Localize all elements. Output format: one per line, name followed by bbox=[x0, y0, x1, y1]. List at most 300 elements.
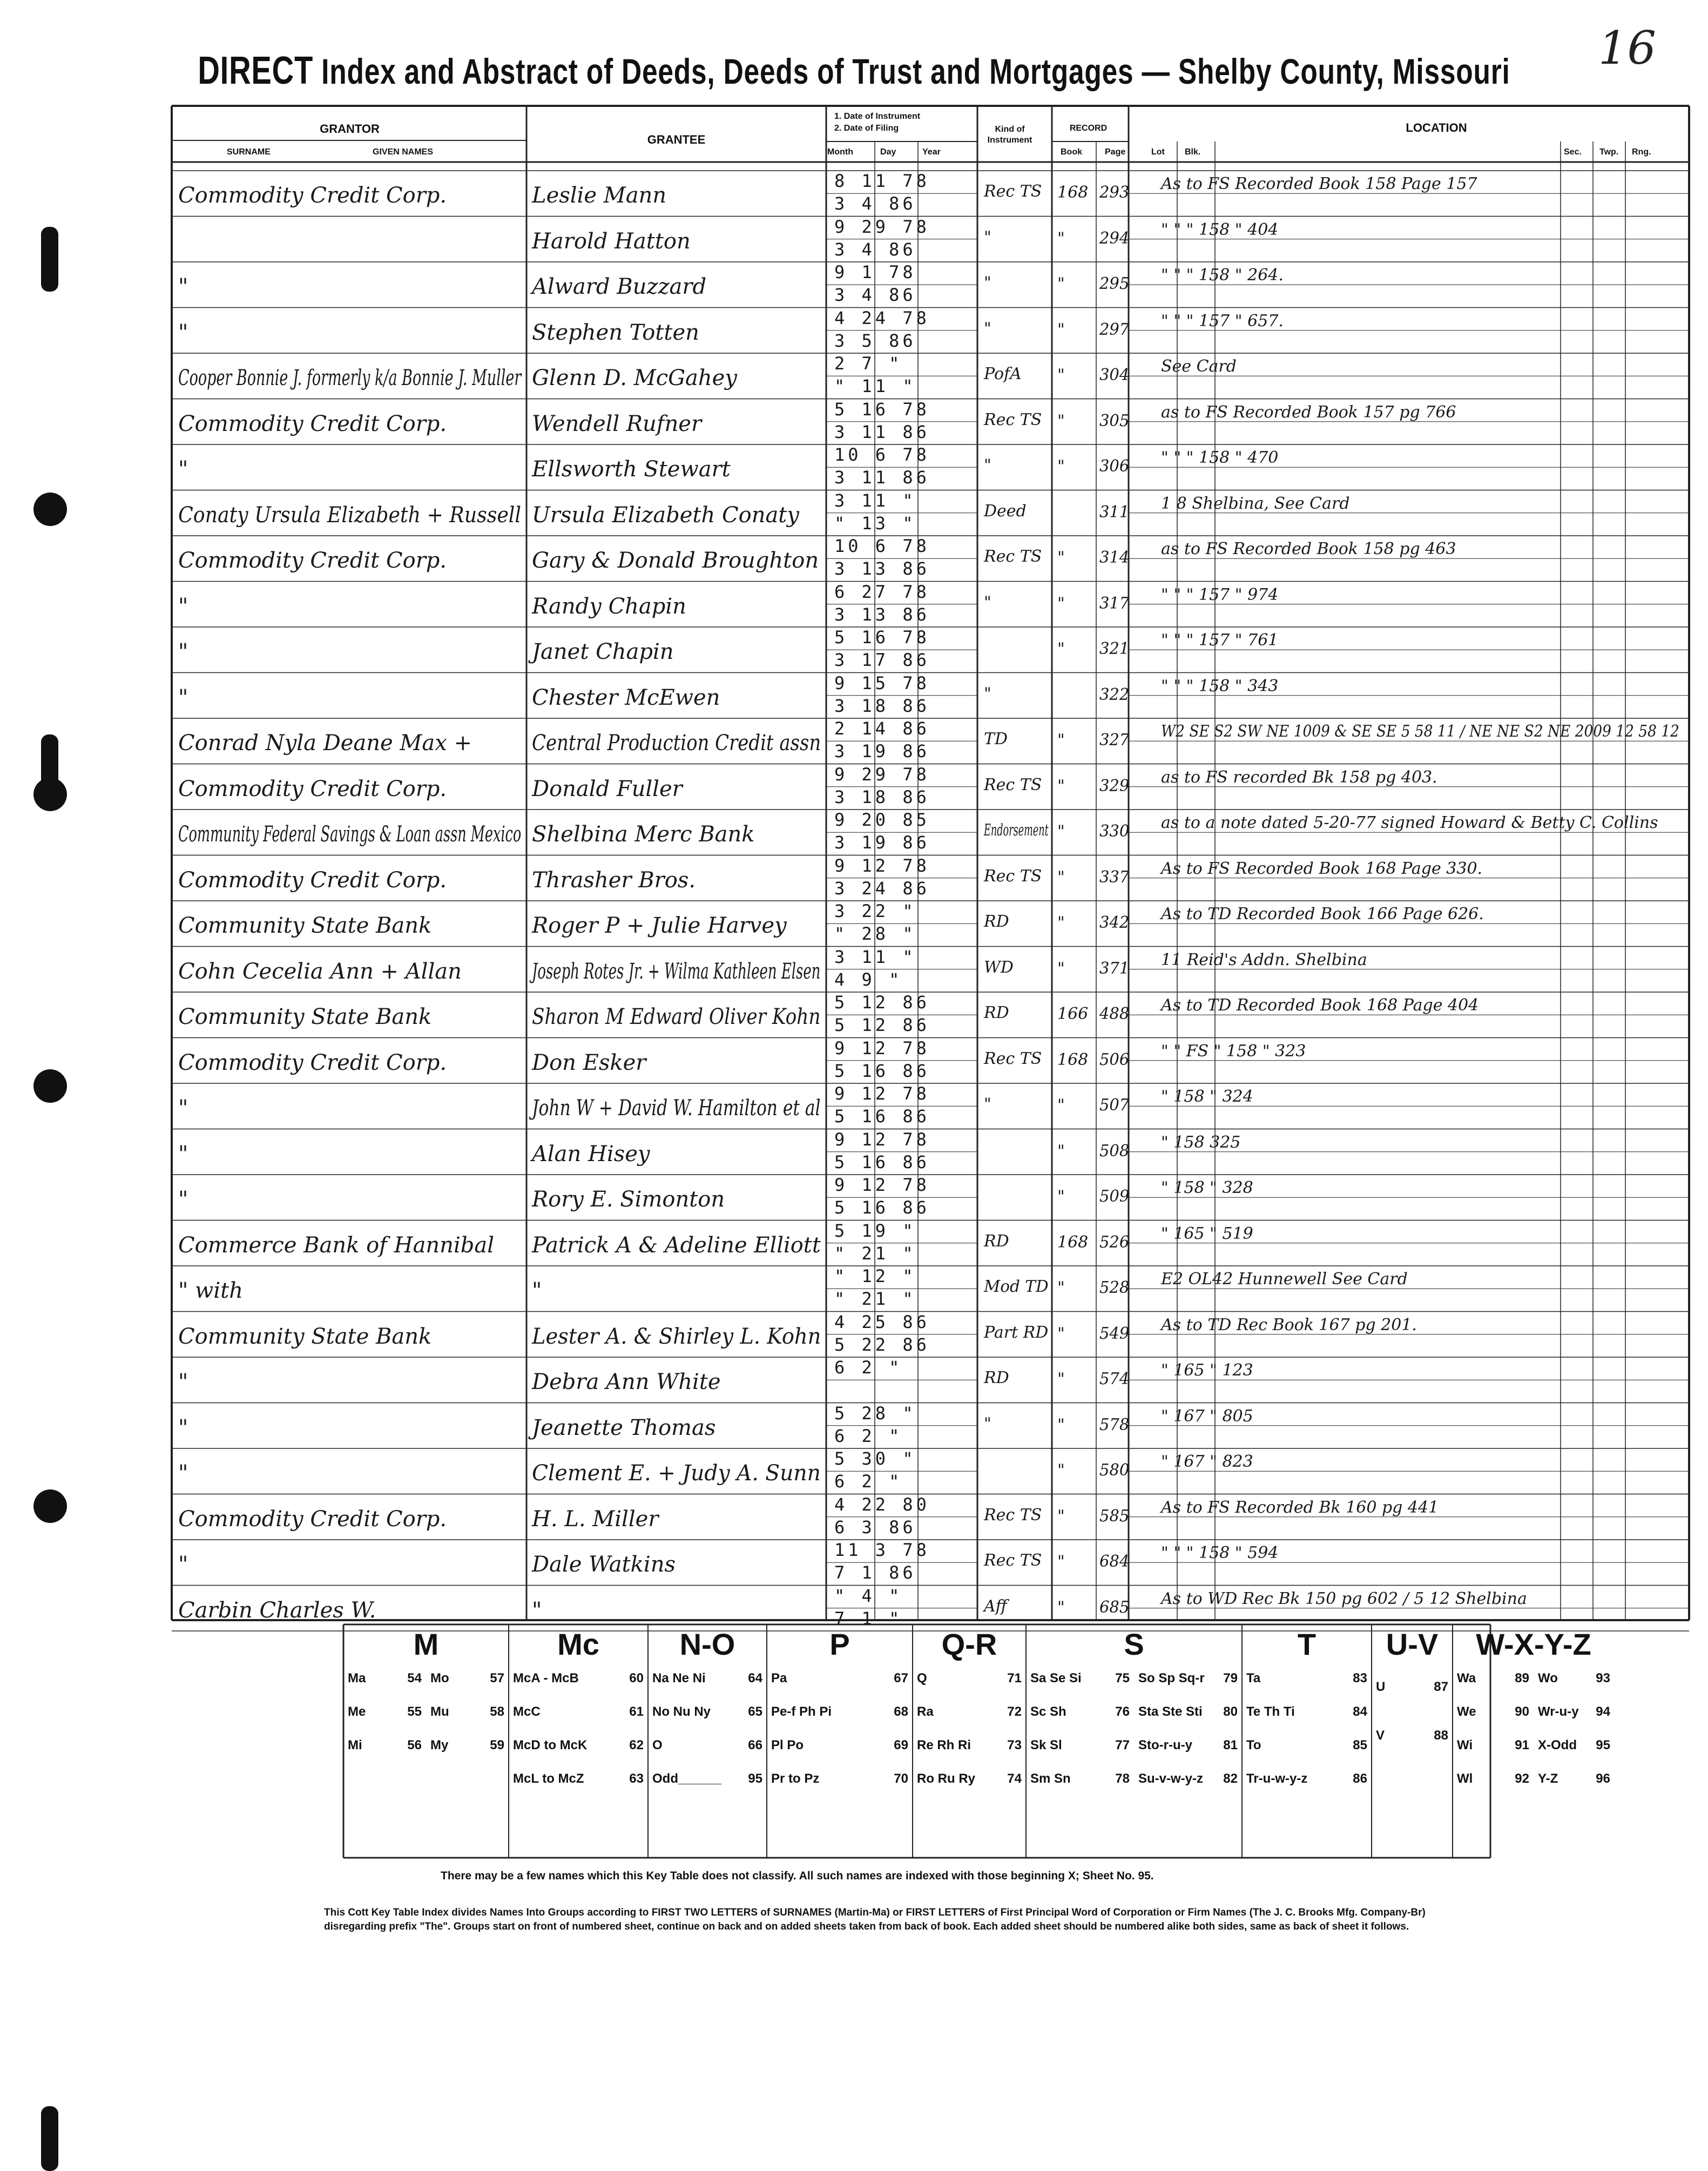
page-cell: 549 bbox=[1099, 1324, 1130, 1343]
book-cell: " bbox=[1057, 548, 1065, 567]
grantor-cell: " bbox=[178, 1187, 188, 1212]
location-cell: " " " 158 " 470 bbox=[1161, 448, 1279, 467]
book-cell: " bbox=[1057, 822, 1065, 841]
date-instrument-cell: 5 30 " bbox=[834, 1448, 916, 1469]
book-cell: " bbox=[1057, 639, 1065, 658]
date-filing-cell: 6 2 " bbox=[834, 1425, 903, 1446]
kind-cell: WD bbox=[984, 958, 1014, 977]
date-instrument-cell: 9 12 78 bbox=[834, 1175, 930, 1195]
grantor-cell: Commodity Credit Corp. bbox=[178, 548, 447, 573]
page-cell: 322 bbox=[1099, 685, 1130, 704]
grantor-cell: Commerce Bank of Hannibal bbox=[178, 1232, 494, 1258]
grantee-cell: Dale Watkins bbox=[532, 1552, 676, 1577]
key-item: Sto-r-u-y 81 bbox=[1138, 1738, 1238, 1752]
sec-header: Sec. bbox=[1564, 147, 1582, 157]
date-filing-cell: 5 12 86 bbox=[834, 1015, 930, 1035]
book-cell: " bbox=[1057, 411, 1065, 430]
page-cell: 321 bbox=[1099, 639, 1130, 658]
kind-cell: " bbox=[984, 1095, 991, 1114]
grantor-cell: Community State Bank bbox=[178, 1004, 432, 1029]
book-cell: " bbox=[1057, 1096, 1065, 1115]
date-filing-cell: 3 24 86 bbox=[834, 878, 930, 899]
key-item: Mo 57 bbox=[430, 1671, 504, 1685]
kind-cell: RD bbox=[984, 1003, 1009, 1022]
given-names-header: GIVEN NAMES bbox=[373, 147, 434, 157]
location-cell: W2 SE S2 SW NE 1009 & SE SE 5 58 11 / NE NE S2 NE 2009 12 58 12 bbox=[1161, 722, 1679, 741]
key-item: Sm Sn 78 bbox=[1030, 1771, 1130, 1786]
date-filing-cell: 5 16 86 bbox=[834, 1060, 930, 1081]
key-item: Q 71 bbox=[917, 1671, 1022, 1685]
book-cell: " bbox=[1057, 366, 1065, 385]
key-item: Sc Sh 76 bbox=[1030, 1704, 1130, 1719]
day-header: Day bbox=[880, 147, 896, 157]
date-instrument-cell: 2 14 86 bbox=[834, 718, 930, 739]
kind-cell: Rec TS bbox=[984, 1551, 1042, 1570]
surname-header: SURNAME bbox=[227, 147, 271, 157]
location-cell: As to FS Recorded Book 158 Page 157 bbox=[1161, 174, 1477, 193]
date-instrument-cell: " 4 " bbox=[834, 1585, 903, 1606]
location-cell: " 165 " 123 bbox=[1161, 1361, 1253, 1380]
grantee-cell: Wendell Rufner bbox=[532, 411, 702, 436]
date-filing-cell: 3 11 86 bbox=[834, 421, 930, 442]
location-cell: As to TD Rec Book 167 pg 201. bbox=[1161, 1315, 1417, 1334]
book-cell: " bbox=[1057, 959, 1065, 978]
key-letter: Mc bbox=[557, 1627, 599, 1661]
kind-cell: RD bbox=[984, 1231, 1009, 1251]
date-filing-cell: 7 1 86 bbox=[834, 1562, 916, 1583]
location-cell: " 167 " 805 bbox=[1161, 1406, 1253, 1426]
page-cell: 342 bbox=[1099, 913, 1130, 932]
date-filing-cell: " 21 " bbox=[834, 1243, 916, 1264]
key-letter: T bbox=[1297, 1627, 1317, 1661]
kind-cell: PofA bbox=[984, 365, 1022, 383]
key-item: Me 55 bbox=[348, 1704, 422, 1719]
kind-cell: Rec TS bbox=[984, 182, 1042, 201]
grantor-cell: " bbox=[178, 639, 188, 664]
record-header: RECORD bbox=[1069, 124, 1108, 133]
location-cell: 1 8 Shelbina, See Card bbox=[1161, 494, 1350, 513]
grantor-cell: " bbox=[178, 594, 188, 619]
book-cell: " bbox=[1057, 228, 1065, 248]
page-cell: 314 bbox=[1099, 548, 1130, 567]
key-item: McA - McB 60 bbox=[513, 1671, 644, 1685]
book-cell: " bbox=[1057, 1370, 1065, 1388]
date-filing-cell: 7 1 " bbox=[834, 1608, 903, 1629]
key-item: No Nu Ny 65 bbox=[652, 1704, 762, 1719]
key-item: McC 61 bbox=[513, 1704, 644, 1719]
key-item: Pa 67 bbox=[771, 1671, 908, 1685]
location-cell: As to TD Recorded Book 168 Page 404 bbox=[1161, 996, 1479, 1015]
key-item: Su-v-w-y-z 82 bbox=[1138, 1771, 1238, 1786]
book-cell: " bbox=[1057, 1552, 1065, 1571]
key-letter: Q-R bbox=[941, 1627, 997, 1661]
book-cell: " bbox=[1057, 1187, 1065, 1206]
month-header: Month bbox=[827, 147, 853, 157]
location-cell: " 165 " 519 bbox=[1161, 1224, 1253, 1243]
date-filing-cell: 5 16 86 bbox=[834, 1197, 930, 1218]
kind-cell: Rec TS bbox=[984, 866, 1042, 886]
date-filing-cell: 3 17 86 bbox=[834, 650, 930, 670]
kind-cell: Rec TS bbox=[984, 1049, 1042, 1068]
key-item: Re Rh Ri 73 bbox=[917, 1738, 1022, 1752]
key-item: Ma 54 bbox=[348, 1671, 422, 1685]
grantee-cell: Glenn D. McGahey bbox=[532, 366, 737, 390]
blk-header: Blk. bbox=[1185, 147, 1201, 157]
rng-header: Rng. bbox=[1632, 147, 1651, 157]
location-cell: " 158 325 bbox=[1161, 1132, 1241, 1152]
page-number: 16 bbox=[1598, 22, 1656, 75]
grantor-cell: " with bbox=[178, 1278, 243, 1303]
grantor-cell: Commodity Credit Corp. bbox=[178, 1506, 447, 1532]
kind-cell: " bbox=[984, 592, 991, 612]
key-letter: W-X-Y-Z bbox=[1476, 1627, 1591, 1661]
key-letter: S bbox=[1124, 1627, 1144, 1661]
kind-cell: " bbox=[984, 319, 991, 338]
key-item: Ta 83 bbox=[1246, 1671, 1367, 1685]
date-filing-cell: " 28 " bbox=[834, 923, 916, 944]
location-cell: " " FS " 158 " 323 bbox=[1161, 1041, 1306, 1061]
date-instrument-cell: 5 16 78 bbox=[834, 399, 930, 420]
kind-header: Kind of Instrument bbox=[987, 125, 1032, 145]
grantor-cell: " bbox=[178, 1461, 188, 1486]
page-cell: 488 bbox=[1099, 1004, 1130, 1023]
location-cell: As to WD Rec Bk 150 pg 602 / 5 12 Shelbina bbox=[1161, 1589, 1527, 1608]
location-cell: " 158 " 324 bbox=[1161, 1087, 1253, 1106]
key-item: To 85 bbox=[1246, 1738, 1367, 1752]
binder-slot bbox=[41, 2106, 58, 2171]
grantee-cell: Clement E. + Judy A. Sunn bbox=[532, 1461, 821, 1486]
location-cell: See Card bbox=[1161, 357, 1237, 376]
date-filing-cell: 3 18 86 bbox=[834, 786, 930, 807]
grantee-cell: Jeanette Thomas bbox=[532, 1415, 716, 1440]
kind-cell: Mod TD bbox=[984, 1277, 1049, 1296]
grantor-cell: Commodity Credit Corp. bbox=[178, 1050, 447, 1075]
bottom-text-line-1: This Cott Key Table Index divides Names Into Groups according to FIRST TWO LETTERS of SURNAMES (Martin-Ma) or FIRST LETTERS of First Principal Word of Corporation or Firm Names (The J. C. Brooks Mfg. Company-Br) bbox=[324, 1907, 1426, 1918]
location-cell: " 158 " 328 bbox=[1161, 1178, 1253, 1197]
grantee-cell: Lester A. & Shirley L. Kohn bbox=[532, 1324, 821, 1349]
grantor-cell: " bbox=[178, 1415, 188, 1440]
page-cell: 293 bbox=[1099, 183, 1130, 202]
grantee-cell: Don Esker bbox=[532, 1050, 646, 1075]
key-item: Wo 93 bbox=[1538, 1671, 1610, 1685]
key-item: Mi 56 bbox=[348, 1738, 422, 1752]
page-cell: 578 bbox=[1099, 1415, 1130, 1434]
kind-cell: Rec TS bbox=[984, 775, 1042, 794]
kind-cell: " bbox=[984, 227, 991, 247]
date-instrument-cell: 4 24 78 bbox=[834, 307, 930, 328]
year-header: Year bbox=[922, 147, 941, 157]
kind-cell: RD bbox=[984, 912, 1009, 931]
key-item: So Sp Sq-r 79 bbox=[1138, 1671, 1238, 1685]
key-footnote: There may be a few names which this Key Table does not classify. All such names are indexed with those beginning X; Sheet No. 95. bbox=[441, 1870, 1154, 1882]
location-cell: as to FS recorded Bk 158 pg 403. bbox=[1161, 767, 1437, 787]
key-item: Wa 89 bbox=[1457, 1671, 1529, 1685]
page-cell: 506 bbox=[1099, 1050, 1130, 1069]
key-item: Te Th Ti 84 bbox=[1246, 1704, 1367, 1719]
book-header: Book bbox=[1061, 147, 1082, 157]
grantor-cell: Commodity Credit Corp. bbox=[178, 183, 447, 208]
kind-cell: " bbox=[984, 684, 991, 703]
page-cell: 337 bbox=[1099, 867, 1130, 887]
date-filing-cell: 3 4 86 bbox=[834, 285, 916, 305]
page-cell: 509 bbox=[1099, 1187, 1130, 1206]
page-cell: 297 bbox=[1099, 320, 1130, 339]
key-item: Sa Se Si 75 bbox=[1030, 1671, 1130, 1685]
page-cell: 508 bbox=[1099, 1141, 1130, 1161]
page-cell: 585 bbox=[1099, 1506, 1130, 1526]
date-instrument-cell: 6 27 78 bbox=[834, 581, 930, 602]
key-item: Wl 92 bbox=[1457, 1771, 1529, 1786]
date-instrument-cell: 9 15 78 bbox=[834, 672, 930, 693]
key-item: Tr-u-w-y-z 86 bbox=[1246, 1771, 1367, 1786]
page-cell: 327 bbox=[1099, 731, 1130, 750]
page-header: Page bbox=[1105, 147, 1126, 157]
key-letter: M bbox=[413, 1627, 439, 1661]
date-instrument-cell: 3 22 " bbox=[834, 901, 916, 921]
location-cell: E2 OL42 Hunnewell See Card bbox=[1161, 1270, 1408, 1289]
location-cell: " " " 158 " 404 bbox=[1161, 220, 1279, 239]
location-cell: " 167 " 823 bbox=[1161, 1452, 1253, 1471]
grantee-cell: Rory E. Simonton bbox=[532, 1187, 725, 1212]
grantor-cell: Commodity Credit Corp. bbox=[178, 776, 447, 801]
key-item: Sk Sl 77 bbox=[1030, 1738, 1130, 1752]
date-filing-cell: 3 4 86 bbox=[834, 193, 916, 214]
lot-header: Lot bbox=[1151, 147, 1165, 157]
book-cell: " bbox=[1057, 457, 1065, 476]
date-instrument-cell: 8 11 78 bbox=[834, 171, 930, 191]
grantee-cell: Janet Chapin bbox=[532, 639, 674, 664]
book-cell: " bbox=[1057, 1324, 1065, 1343]
location-header: LOCATION bbox=[1406, 121, 1467, 134]
book-cell: " bbox=[1057, 867, 1065, 887]
book-cell: " bbox=[1057, 1141, 1065, 1161]
key-item: We 90 bbox=[1457, 1704, 1529, 1719]
date-filing-cell: 3 19 86 bbox=[834, 832, 930, 853]
date-filing-cell: 4 9 " bbox=[834, 969, 903, 990]
book-cell: " bbox=[1057, 913, 1065, 932]
grantor-cell: " bbox=[178, 457, 188, 482]
date-filing-cell: 3 19 86 bbox=[834, 741, 930, 761]
page-cell: 684 bbox=[1099, 1552, 1130, 1571]
bottom-text-line-2: disregarding prefix "The". Groups start on front of numbered sheet, continue on back and on added sheets taken from back of book. Each added sheet should be numbered alike both sides, same as back of sheet it follows. bbox=[324, 1921, 1409, 1932]
page-cell: 294 bbox=[1099, 228, 1130, 248]
date-instrument-cell: 5 19 " bbox=[834, 1220, 916, 1241]
kind-cell: RD bbox=[984, 1368, 1009, 1387]
key-item: Na Ne Ni 64 bbox=[652, 1671, 762, 1685]
grantor-cell: Commodity Credit Corp. bbox=[178, 411, 447, 436]
kind-cell: Aff bbox=[984, 1596, 1007, 1616]
kind-cell: Rec TS bbox=[984, 547, 1042, 566]
grantor-cell: Community Federal Savings & Loan assn Mexico bbox=[178, 822, 522, 847]
kind-cell: Part RD bbox=[984, 1323, 1049, 1342]
page-cell: 330 bbox=[1099, 822, 1130, 841]
book-cell: " bbox=[1057, 1461, 1065, 1480]
location-cell: As to FS Recorded Book 168 Page 330. bbox=[1161, 859, 1483, 878]
date-instrument-cell: 9 1 78 bbox=[834, 262, 916, 282]
location-cell: " " " 158 " 343 bbox=[1161, 676, 1279, 696]
grantee-cell: Patrick A & Adeline Elliott bbox=[532, 1232, 821, 1258]
date-instrument-cell: " 12 " bbox=[834, 1266, 916, 1286]
key-item: Sta Ste Sti 80 bbox=[1138, 1704, 1238, 1719]
grantee-cell: Sharon M Edward Oliver Kohn bbox=[532, 1004, 821, 1029]
date-instrument-cell: 4 22 80 bbox=[834, 1494, 930, 1515]
date2-header: 2. Date of Filing bbox=[834, 124, 899, 133]
key-item: Ra 72 bbox=[917, 1704, 1022, 1719]
page-cell: 371 bbox=[1099, 959, 1130, 978]
key-item: V 88 bbox=[1376, 1728, 1448, 1743]
date-instrument-cell: 9 29 78 bbox=[834, 764, 930, 785]
grantee-header: GRANTEE bbox=[647, 133, 706, 146]
kind-cell: Rec TS bbox=[984, 410, 1042, 429]
grantee-cell: " bbox=[532, 1597, 542, 1623]
key-item: X-Odd 95 bbox=[1538, 1738, 1610, 1752]
grantee-cell: Joseph Rotes Jr. + Wilma Kathleen Elsen bbox=[532, 959, 821, 984]
grantee-cell: H. L. Miller bbox=[532, 1506, 659, 1532]
book-cell: " bbox=[1057, 1278, 1065, 1297]
kind-cell: " bbox=[984, 1414, 991, 1433]
page-cell: 329 bbox=[1099, 776, 1130, 795]
key-item: O 66 bbox=[652, 1738, 762, 1752]
book-cell: " bbox=[1057, 1597, 1065, 1617]
date-filing-cell: " 21 " bbox=[834, 1289, 916, 1309]
date-filing-cell: 5 16 86 bbox=[834, 1106, 930, 1127]
key-letter: P bbox=[829, 1627, 850, 1661]
date-filing-cell: 5 22 86 bbox=[834, 1334, 930, 1355]
date-filing-cell: 3 4 86 bbox=[834, 239, 916, 260]
date-instrument-cell: 5 16 78 bbox=[834, 627, 930, 648]
kind-cell: Rec TS bbox=[984, 1505, 1042, 1525]
title-rest: Index and Abstract of Deeds, Deeds of Trust and Mortgages — Shelby County, Missouri bbox=[321, 51, 1510, 91]
book-cell: " bbox=[1057, 776, 1065, 795]
location-cell: as to FS Recorded Book 158 pg 463 bbox=[1161, 540, 1456, 558]
book-cell: 168 bbox=[1057, 183, 1089, 202]
kind-cell: " bbox=[984, 456, 991, 475]
grantor-cell: Cohn Cecelia Ann + Allan bbox=[178, 959, 462, 984]
location-cell: as to FS Recorded Book 157 pg 766 bbox=[1161, 402, 1456, 422]
date-instrument-cell: 6 2 " bbox=[834, 1357, 903, 1378]
key-item: Wi 91 bbox=[1457, 1738, 1529, 1752]
kind-cell: Deed bbox=[984, 501, 1027, 521]
grantor-cell: " bbox=[178, 274, 188, 299]
key-item: Wr-u-y 94 bbox=[1538, 1704, 1610, 1719]
key-letter: U-V bbox=[1386, 1627, 1439, 1661]
location-cell: " " " 157 " 761 bbox=[1161, 631, 1279, 650]
page-cell: 305 bbox=[1099, 411, 1130, 430]
grantee-cell: Ellsworth Stewart bbox=[532, 457, 731, 482]
date-instrument-cell: 9 29 78 bbox=[834, 216, 930, 237]
book-cell: 166 bbox=[1057, 1004, 1089, 1023]
grantor-cell: " bbox=[178, 685, 188, 710]
grantor-cell: " bbox=[178, 1552, 188, 1577]
grantor-cell: Conaty Ursula Elizabeth + Russell bbox=[178, 502, 522, 528]
date-instrument-cell: 9 12 78 bbox=[834, 1037, 930, 1058]
grantor-cell: " bbox=[178, 320, 188, 345]
page-cell: 526 bbox=[1099, 1232, 1130, 1252]
book-cell: 168 bbox=[1057, 1050, 1089, 1069]
grantor-cell: Community State Bank bbox=[178, 913, 432, 938]
grantee-cell: Randy Chapin bbox=[532, 594, 686, 619]
page-cell: 580 bbox=[1099, 1461, 1130, 1480]
date-instrument-cell: 11 3 78 bbox=[834, 1540, 930, 1560]
grantee-cell: " bbox=[532, 1278, 542, 1303]
location-cell: As to FS Recorded Bk 160 pg 441 bbox=[1161, 1498, 1439, 1517]
page-cell: 507 bbox=[1099, 1096, 1130, 1115]
page-cell: 311 bbox=[1099, 502, 1130, 522]
page-cell: 574 bbox=[1099, 1370, 1130, 1388]
date-instrument-cell: 10 6 78 bbox=[834, 536, 930, 556]
date-filing-cell: " 11 " bbox=[834, 376, 916, 396]
page-cell: 685 bbox=[1099, 1597, 1130, 1617]
kind-cell: TD bbox=[984, 730, 1008, 749]
location-cell: " " " 157 " 974 bbox=[1161, 585, 1279, 604]
twp-header: Twp. bbox=[1599, 147, 1619, 157]
key-item: Ro Ru Ry 74 bbox=[917, 1771, 1022, 1786]
grantor-cell: " bbox=[178, 1096, 188, 1121]
grantee-cell: Chester McEwen bbox=[532, 685, 720, 710]
key-item: My 59 bbox=[430, 1738, 504, 1752]
date-instrument-cell: 10 6 78 bbox=[834, 444, 930, 465]
grantee-cell: Debra Ann White bbox=[532, 1370, 721, 1394]
grantor-cell: Commodity Credit Corp. bbox=[178, 867, 447, 893]
location-cell: " " " 158 " 594 bbox=[1161, 1543, 1279, 1562]
key-item: U 87 bbox=[1376, 1680, 1448, 1694]
page-cell: 528 bbox=[1099, 1278, 1130, 1297]
key-item: Mu 58 bbox=[430, 1704, 504, 1719]
page-cell: 317 bbox=[1099, 594, 1130, 613]
grantee-cell: John W + David W. Hamilton et al bbox=[532, 1096, 821, 1121]
date-instrument-cell: 4 25 86 bbox=[834, 1311, 930, 1332]
date-filing-cell: 6 3 86 bbox=[834, 1516, 916, 1538]
date-instrument-cell: 9 12 78 bbox=[834, 1083, 930, 1104]
grantee-cell: Harold Hatton bbox=[532, 228, 691, 254]
location-cell: 11 Reid's Addn. Shelbina bbox=[1161, 950, 1367, 969]
grantor-cell: Cooper Bonnie J. formerly k/a Bonnie J. Muller bbox=[178, 366, 522, 390]
grantor-header: GRANTOR bbox=[320, 122, 380, 136]
grantee-cell: Donald Fuller bbox=[532, 776, 683, 801]
grantee-cell: Shelbina Merc Bank bbox=[532, 822, 755, 847]
date-instrument-cell: 2 7 " bbox=[834, 353, 903, 374]
key-item: McD to McK 62 bbox=[513, 1738, 644, 1752]
grantee-cell: Leslie Mann bbox=[532, 183, 667, 208]
location-cell: " " " 157 " 657. bbox=[1161, 311, 1284, 331]
book-cell: 168 bbox=[1057, 1232, 1089, 1252]
date-filing-cell: " 13 " bbox=[834, 513, 916, 534]
book-cell: " bbox=[1057, 320, 1065, 339]
book-cell: " bbox=[1057, 731, 1065, 750]
date-instrument-cell: 9 12 78 bbox=[834, 1129, 930, 1150]
grantee-cell: Alan Hisey bbox=[532, 1141, 650, 1167]
grantor-cell: Conrad Nyla Deane Max + bbox=[178, 731, 472, 756]
kind-cell: Endorsement bbox=[984, 821, 1049, 840]
book-cell: " bbox=[1057, 1506, 1065, 1526]
book-cell: " bbox=[1057, 594, 1065, 613]
date-filing-cell: 3 11 86 bbox=[834, 467, 930, 488]
page-cell: 295 bbox=[1099, 274, 1130, 293]
location-cell: " " " 158 " 264. bbox=[1161, 266, 1284, 285]
date-instrument-cell: 9 12 78 bbox=[834, 855, 930, 876]
key-item: Odd______ 95 bbox=[652, 1771, 762, 1786]
key-item: Pe-f Ph Pi 68 bbox=[771, 1704, 908, 1719]
date-instrument-cell: 3 11 " bbox=[834, 946, 916, 967]
location-cell: As to TD Recorded Book 166 Page 626. bbox=[1161, 905, 1484, 923]
date-filing-cell: 3 13 86 bbox=[834, 604, 930, 625]
key-letter: N-O bbox=[679, 1627, 735, 1661]
grantor-cell: Carbin Charles W. bbox=[178, 1597, 376, 1623]
key-item: Pl Po 69 bbox=[771, 1738, 908, 1752]
date-filing-cell: 3 5 86 bbox=[834, 330, 916, 351]
grantor-cell: " bbox=[178, 1370, 188, 1394]
date-filing-cell: 6 2 " bbox=[834, 1471, 903, 1492]
